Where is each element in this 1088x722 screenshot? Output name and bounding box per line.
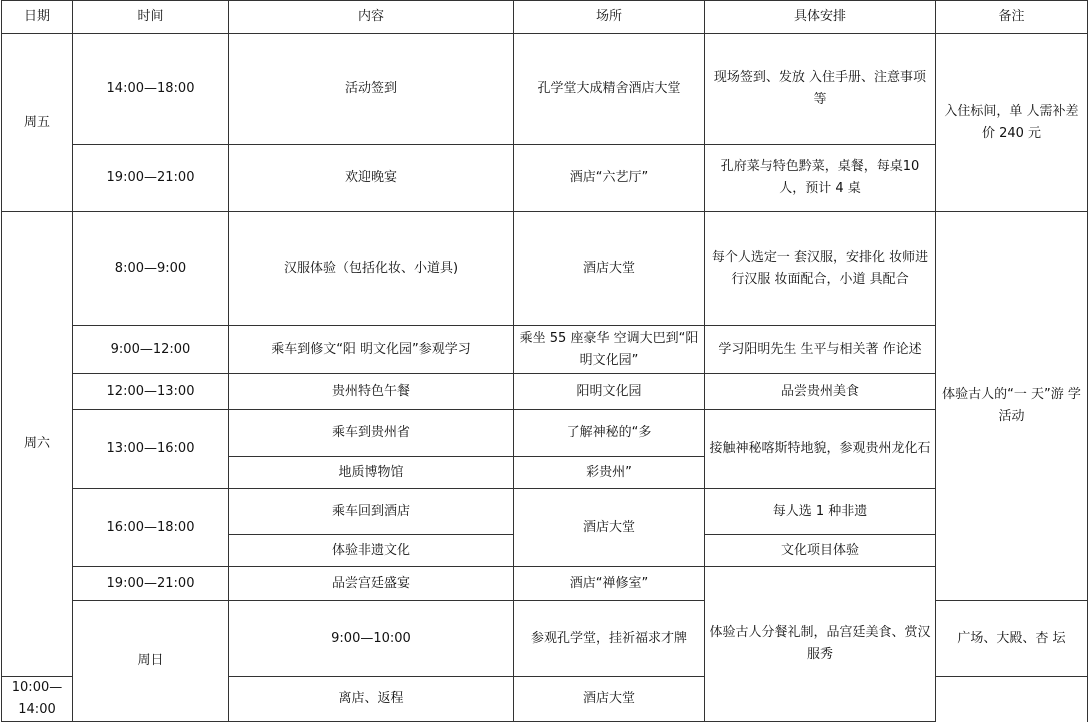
time-cell: 12:00—13:00 — [73, 374, 229, 410]
content-cell: 乘车到修文“阳 明文化园”参观学习 — [229, 326, 514, 374]
time-cell: 10:00—14:00 — [2, 677, 73, 722]
day-cell-fri: 周五 — [2, 34, 73, 212]
table-row — [2, 567, 1088, 601]
venue-cell: 酒店“禅修室” — [514, 567, 705, 601]
header-time: 时间 — [73, 1, 229, 34]
day-cell-sun: 周日 — [73, 601, 229, 722]
venue-cell: 乘坐 55 座豪华 空调大巴到“阳明文化园” — [514, 326, 705, 374]
content-cell: 地质博物馆 — [229, 457, 514, 489]
arrangement-cell: 每人选 1 种非遗 — [705, 489, 936, 535]
content-cell: 体验非遗文化 — [229, 535, 514, 567]
header-arrangement: 具体安排 — [705, 1, 936, 34]
time-cell: 19:00—21:00 — [73, 145, 229, 212]
venue-cell: 彩贵州” — [514, 457, 705, 489]
content-cell: 活动签到 — [229, 34, 514, 145]
venue-cell: 阳明文化园 — [514, 374, 705, 410]
arrangement-cell: 接触神秘喀斯特地貌，参观贵州龙化石 — [705, 410, 936, 489]
content-cell: 汉服体验（包括化妆、小道具) — [229, 212, 514, 326]
content-cell: 乘车回到酒店 — [229, 489, 514, 535]
venue-cell: 孔学堂大成精舍酒店大堂 — [514, 34, 705, 145]
arrangement-cell: 品尝贵州美食 — [705, 374, 936, 410]
table-row — [2, 410, 1088, 457]
table-row — [2, 145, 1088, 212]
header-content: 内容 — [229, 1, 514, 34]
header-date: 日期 — [2, 1, 73, 34]
content-cell: 乘车到贵州省 — [229, 410, 514, 457]
header-row — [2, 1, 1088, 34]
header-venue: 场所 — [514, 1, 705, 34]
remarks-cell-sat: 体验古人的“一 天”游 学活动 — [936, 212, 1088, 601]
content-cell: 离店、返程 — [229, 677, 514, 722]
venue-cell: 酒店大堂 — [514, 489, 705, 567]
content-cell: 参观孔学堂，挂祈福求才牌 — [514, 601, 705, 677]
time-cell: 8:00—9:00 — [73, 212, 229, 326]
arrangement-cell: 现场签到、发放 入住手册、注意事项等 — [705, 34, 936, 145]
table-row — [2, 34, 1088, 145]
time-cell: 16:00—18:00 — [73, 489, 229, 567]
venue-cell: 了解神秘的“多 — [514, 410, 705, 457]
content-cell: 品尝宫廷盛宴 — [229, 567, 514, 601]
day-cell-sat: 周六 — [2, 212, 73, 677]
table-row — [2, 374, 1088, 410]
schedule-table — [1, 0, 1088, 722]
arrangement-cell: 文化项目体验 — [705, 535, 936, 567]
arrangement-cell: 体验古人分餐礼制，品宫廷美食、赏汉服秀 — [705, 567, 936, 722]
remarks-cell-fri: 入住标间，单 人需补差价 240 元 — [936, 34, 1088, 212]
table-row — [2, 489, 1088, 535]
venue-cell: 酒店大堂 — [514, 677, 705, 722]
time-cell: 9:00—12:00 — [73, 326, 229, 374]
time-cell: 14:00—18:00 — [73, 34, 229, 145]
header-remarks: 备注 — [936, 1, 1088, 34]
venue-cell: 广场、大殿、杏 坛 — [936, 601, 1088, 677]
time-cell: 9:00—10:00 — [229, 601, 514, 677]
table-row — [2, 326, 1088, 374]
table-row — [2, 212, 1088, 326]
arrangement-cell: 孔府菜与特色黔菜，桌餐，每桌10人，预计 4 桌 — [705, 145, 936, 212]
time-cell: 13:00—16:00 — [73, 410, 229, 489]
venue-cell: 酒店“六艺厅” — [514, 145, 705, 212]
venue-cell: 酒店大堂 — [514, 212, 705, 326]
content-cell: 欢迎晚宴 — [229, 145, 514, 212]
arrangement-cell: 每个人选定一 套汉服，安排化 妆师进行汉服 妆面配合，小道 具配合 — [705, 212, 936, 326]
content-cell: 贵州特色午餐 — [229, 374, 514, 410]
time-cell: 19:00—21:00 — [73, 567, 229, 601]
arrangement-cell: 学习阳明先生 生平与相关著 作论述 — [705, 326, 936, 374]
